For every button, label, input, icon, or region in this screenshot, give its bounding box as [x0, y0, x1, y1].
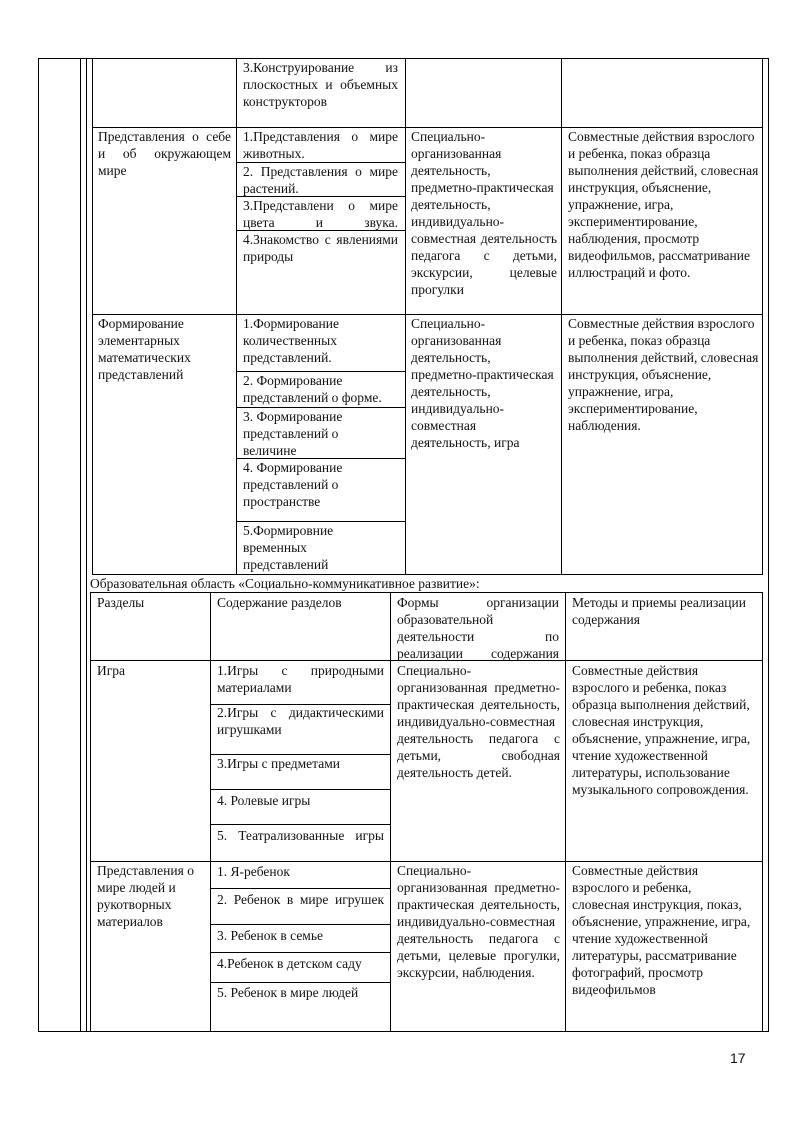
table2-row1-item5: 5. Ребенок в мире людей: [217, 985, 359, 1000]
table1-row2-methods: Совместные действия взрослого и ребенка, показ образца выполнения действий, словесная инструкция, объяснение, упражнение, игра, экспериментирование, наблюдения.: [568, 316, 759, 433]
table1-row2-item1: 1.Формирование количественных представлений.: [243, 316, 339, 365]
table1-row1-item3: 3.Представлени о мире цвета и звука.: [243, 198, 398, 230]
table1-row1-forms: Специально-организованная деятельность, предметно-практическая деятельность, индивидуально-совместная деятельность педагога с детьми, экскурсии, целевые прогулки: [411, 129, 557, 297]
table1-row2-forms: Специально-организованная деятельность, предметно-практическая деятельность, индивидуально-совместная деятельность, игра: [411, 316, 554, 450]
page-number: 17: [730, 1050, 746, 1066]
table1-row2-item4: 4. Формирование представлений о пространстве: [243, 460, 343, 509]
table2-row1-section: Представления о мире людей и рукотворных материалов: [97, 863, 194, 929]
table1-row2-item2: 2. Формирование представлений о форме.: [243, 373, 382, 405]
table1-row0-item1: 3.Конструирование из плоскостных и объемных конструкторов: [243, 60, 398, 109]
table2-row0-forms: Специально-организованная предметно-практическая деятельность, индивидуально-совместная деятельность педагога с детьми, свободная деятельность детей.: [397, 663, 560, 780]
table1-row2-item5: 5.Формировние временных представлений: [243, 523, 334, 572]
table2-header-content: Содержание разделов: [217, 595, 342, 610]
table1-row1-section: Представления о себе и об окружающем мире: [98, 129, 231, 178]
table1-row1-methods: Совместные действия взрослого и ребенка, показ образца выполнения действий, словесная инструкция, объяснение, упражнение, игра, экспериментирование, наблюдения, просмотр видеофильмов, рассматривание иллюстраций и фото.: [568, 129, 759, 280]
table2-row1-item4: 4.Ребенок в детском саду: [217, 956, 362, 971]
table1-row1-item2: 2. Представления о мире растений.: [243, 164, 398, 196]
table2-header-sections: Разделы: [97, 595, 145, 610]
table2-row0-item2: 2.Игры с дидактическими игрушками: [217, 705, 384, 737]
table2-row0-section: Игра: [97, 663, 126, 678]
table1-row2-section: Формирование элементарных математических представлений: [98, 316, 191, 382]
table2-header-methods: Методы и приемы реализации содержания: [572, 595, 746, 627]
table1-row1-item1: 1.Представления о мире животных.: [243, 129, 398, 161]
table2-row1-item2: 2. Ребенок в мире игрушек: [217, 892, 384, 907]
table2-row0-item4: 4. Ролевые игры: [217, 793, 311, 808]
table2-row1-item1: 1. Я-ребенок: [217, 864, 290, 879]
table2-row1-methods: Совместные действия взрослого и ребенка, словесная инструкция, показ, объяснение, упражнение, игра, чтение художественной литературы, рассматривание фотографий, просмотр видеофильмов: [572, 863, 751, 997]
table2-row0-item5: 5. Театрализованные игры: [217, 828, 384, 843]
table2-row0-item3: 3.Игры с предметами: [217, 756, 340, 771]
table1-row2-item3: 3. Формирование представлений о величине: [243, 409, 343, 458]
table2-header-forms: [397, 594, 559, 661]
area-title: Образовательная область «Социально-коммуникативное развитие»:: [90, 576, 480, 591]
table2-row0-methods: Совместные действия взрослого и ребенка, показ образца выполнения действий, словесная инструкция, объяснение, упражнение, игра, чтение художественной литературы, использование музыкального сопровождения.: [572, 663, 751, 797]
table2-header-forms-text: Формы организации образовательной деятельности по реализации содержания: [397, 595, 559, 661]
table2-row1-item3: 3. Ребенок в семье: [217, 928, 324, 943]
table2-row0-item1: 1.Игры с природными материалами: [217, 663, 384, 695]
table2-row1-forms: Специально-организованная предметно-практическая деятельность, индивидуально-совместная деятельность педагога с детьми, целевые прогулки, экскурсии, наблюдения.: [397, 863, 560, 980]
table1-row1-item4: 4.Знакомство с явлениями природы: [243, 232, 398, 264]
